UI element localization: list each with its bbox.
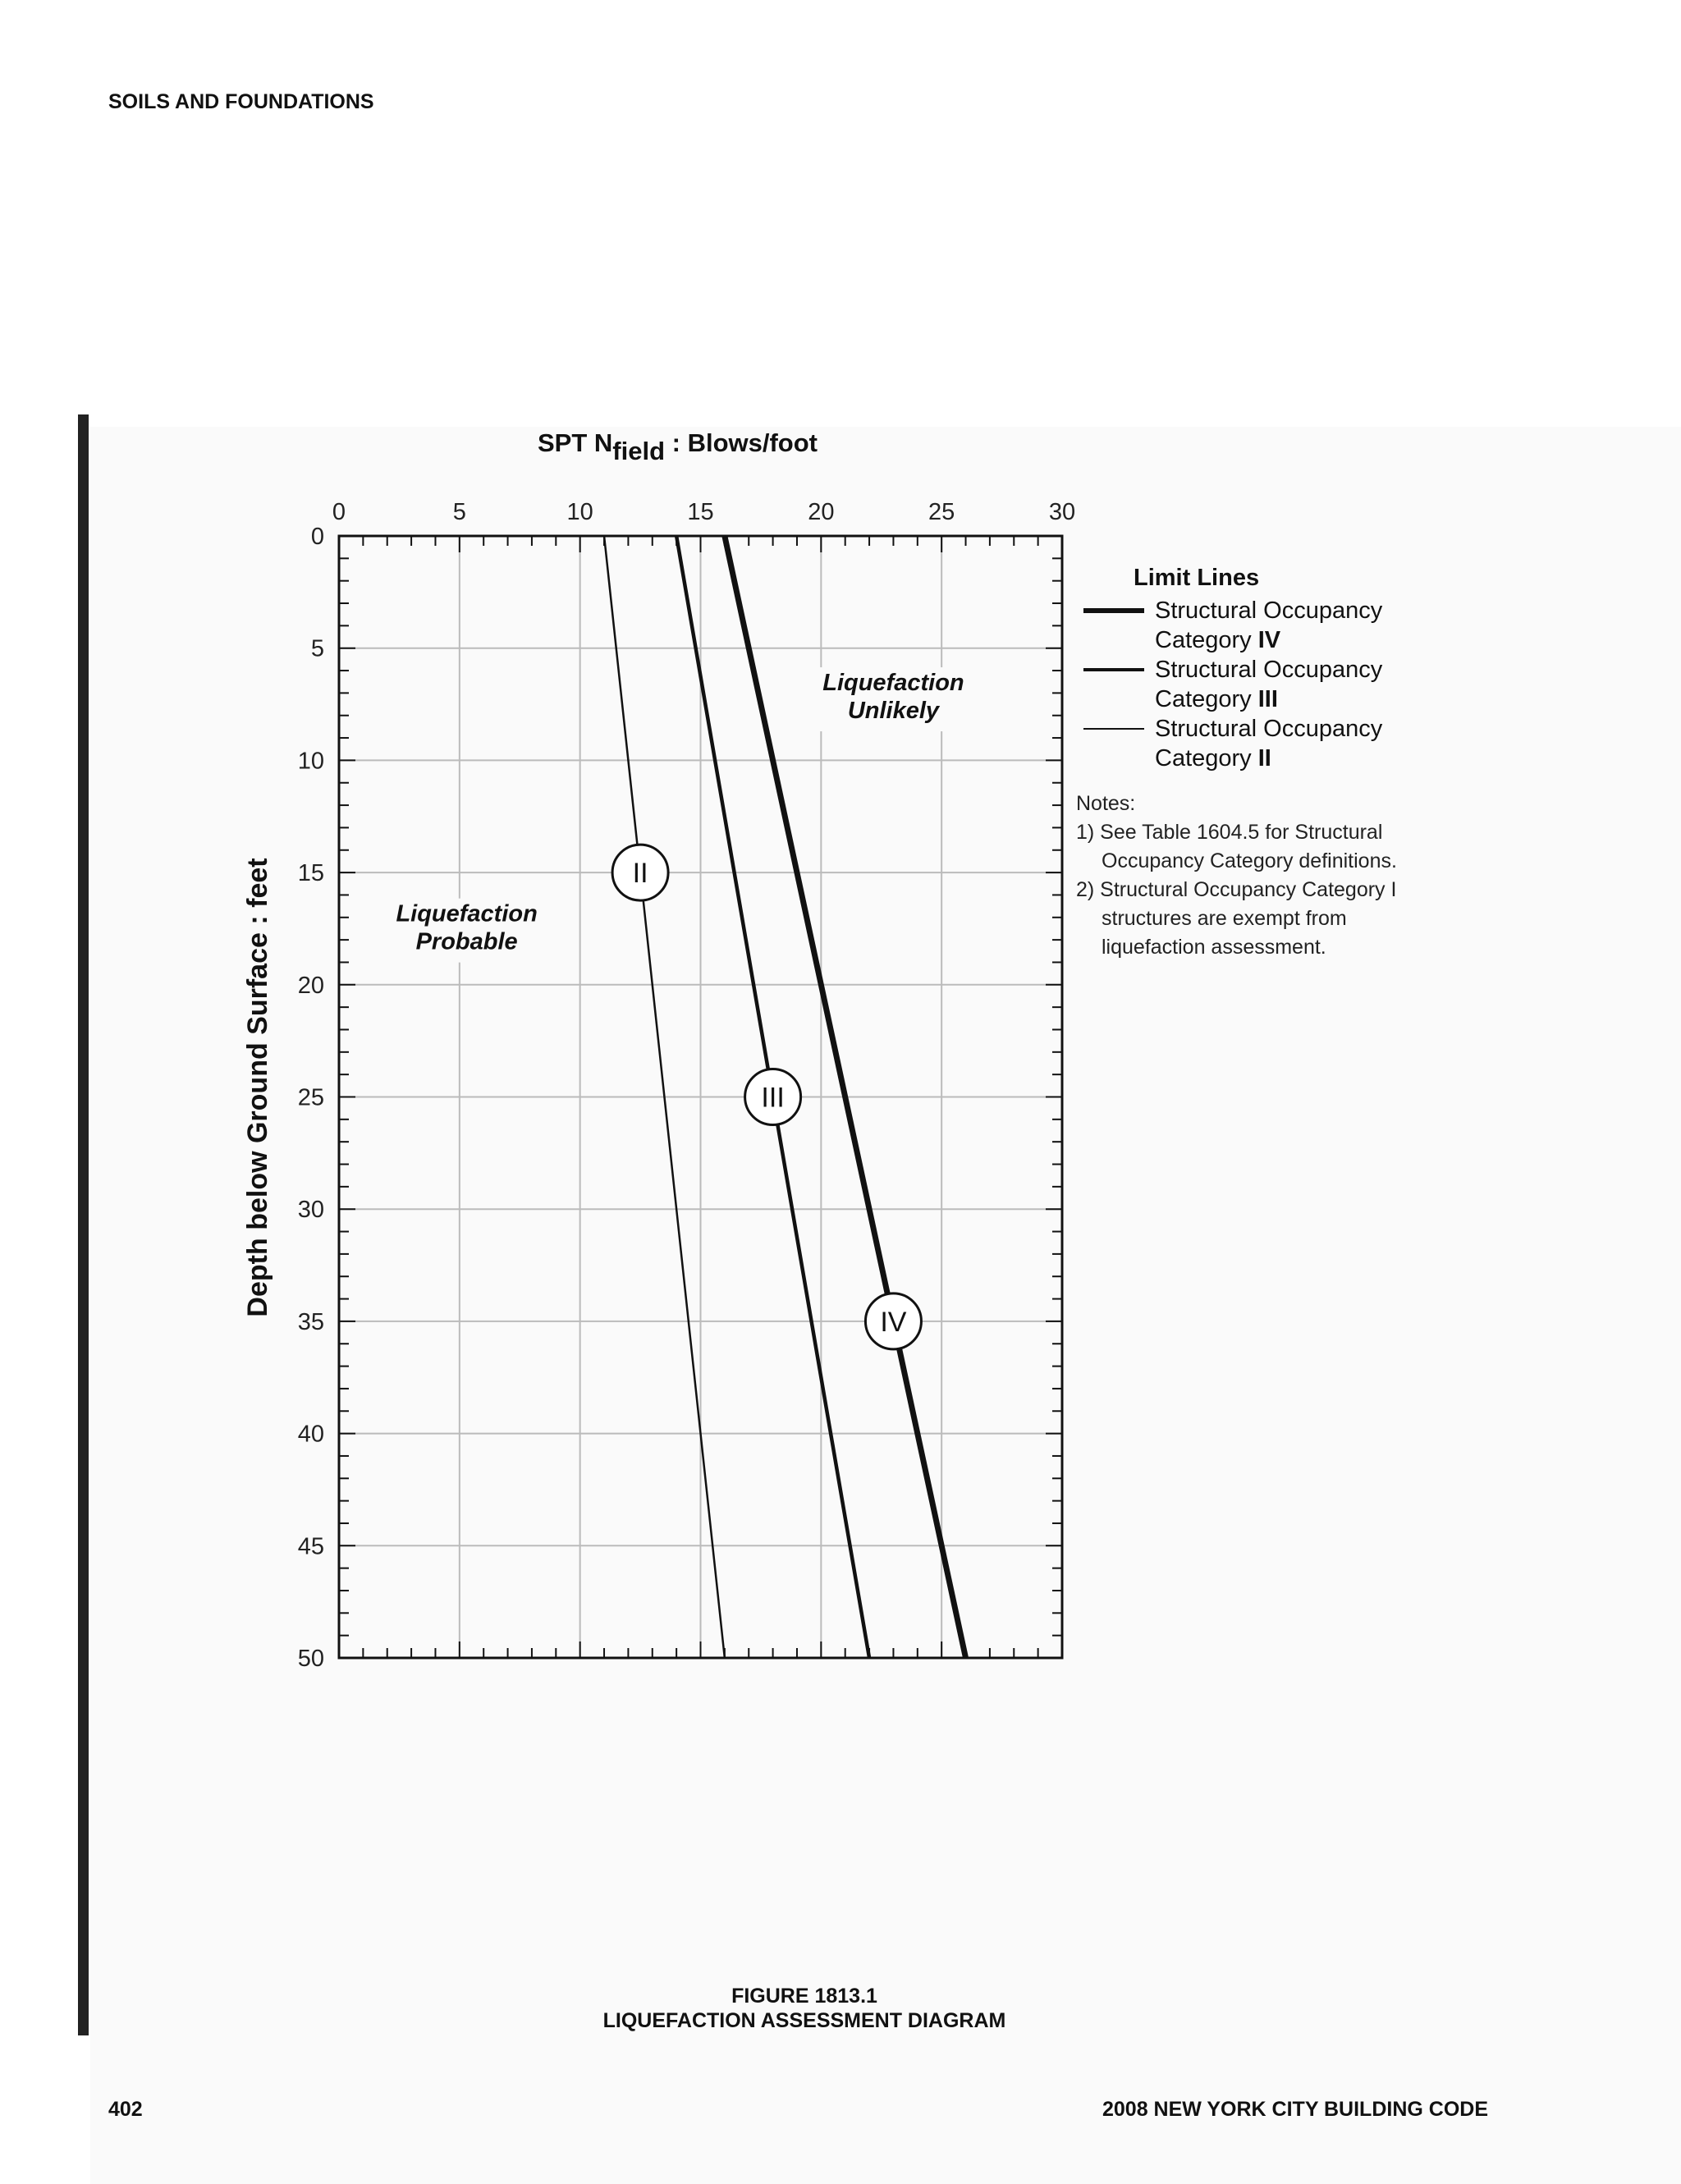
y-tick-label: 0 xyxy=(310,524,324,550)
y-tick-label: 10 xyxy=(297,748,324,775)
note-1: 1) See Table 1604.5 for Structural xyxy=(1076,821,1383,844)
legend-label: Structural Occupancy Category IV xyxy=(1155,598,1383,653)
page-number: 402 xyxy=(108,2098,143,2121)
x-tick-label: 10 xyxy=(566,499,593,525)
labels-layer xyxy=(298,499,1075,1672)
figure-number: FIGURE 1813.1 xyxy=(731,1985,877,2008)
x-tick-label: 5 xyxy=(452,499,466,525)
y-tick-label: 15 xyxy=(297,860,324,887)
figure-title: LIQUEFACTION ASSESSMENT DIAGRAM xyxy=(602,2009,1006,2032)
legend-label: Structural Occupancy Category III xyxy=(1155,657,1383,712)
note-2-continued: structures are exempt from xyxy=(1102,907,1347,930)
legend-label: Structural Occupancy Category II xyxy=(1155,716,1383,771)
x-tick-label: 25 xyxy=(928,499,955,525)
note-1-continued: Occupancy Category definitions. xyxy=(1102,849,1397,872)
region-annotation: Liquefaction xyxy=(396,900,538,927)
x-tick-label: 15 xyxy=(687,499,714,525)
page-header: SOILS AND FOUNDATIONS xyxy=(108,90,374,113)
region-annotation: Probable xyxy=(415,928,518,955)
y-tick-label: 25 xyxy=(297,1084,324,1111)
region-annotation: Unlikely xyxy=(847,698,940,725)
category-marker-label: IV xyxy=(880,1306,907,1338)
category-marker-label: II xyxy=(632,858,648,890)
legend-swatch-light xyxy=(1083,728,1144,730)
legend-swatch-heavy xyxy=(1083,608,1144,613)
y-tick-label: 50 xyxy=(297,1646,324,1672)
y-tick-label: 35 xyxy=(297,1308,324,1335)
x-tick-label: 0 xyxy=(332,499,346,525)
legend-swatch-medium xyxy=(1083,668,1144,671)
x-tick-label: 30 xyxy=(1048,499,1076,525)
notes-heading: Notes: xyxy=(1076,792,1136,815)
x-tick-label: 20 xyxy=(808,499,835,525)
y-tick-label: 45 xyxy=(297,1533,324,1560)
category-marker-label: III xyxy=(761,1082,785,1114)
note-2-continued: liquefaction assessment. xyxy=(1102,936,1326,959)
legend-title: Limit Lines xyxy=(1134,565,1260,591)
note-2: 2) Structural Occupancy Category I xyxy=(1076,878,1397,901)
y-axis-title: Depth below Ground Surface : feet xyxy=(242,858,273,1317)
notes xyxy=(1076,790,1397,962)
chart-title: SPT Nfield : Blows/foot xyxy=(538,428,818,465)
region-annotation: Liquefaction xyxy=(822,670,964,697)
y-tick-label: 20 xyxy=(297,972,324,999)
publication-title: 2008 NEW YORK CITY BUILDING CODE xyxy=(1102,2098,1488,2121)
y-tick-label: 40 xyxy=(297,1421,324,1448)
y-tick-label: 5 xyxy=(310,635,324,662)
y-tick-label: 30 xyxy=(297,1197,324,1224)
